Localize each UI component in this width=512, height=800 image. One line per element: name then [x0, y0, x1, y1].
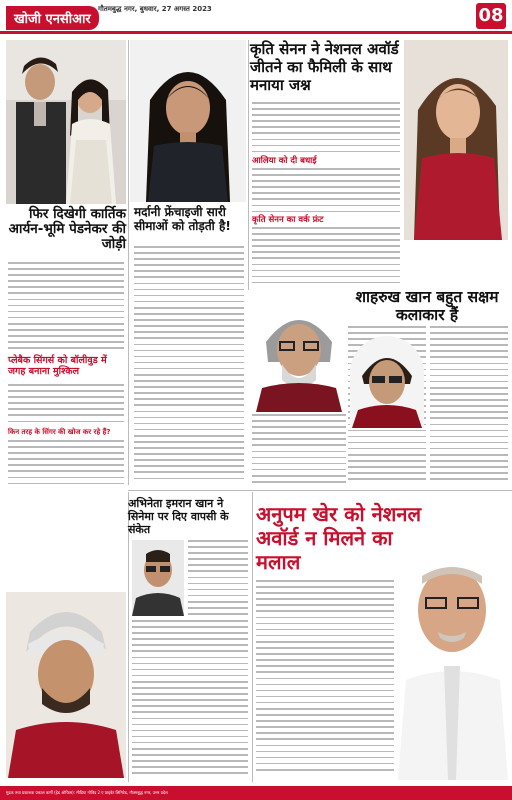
kriti-subheading-alia: आलिया को दी बधाई [252, 156, 317, 166]
shahrukh-body-col1 [252, 414, 346, 486]
column-divider [252, 492, 253, 782]
anupam-headline: अनुपम खेर को नेशनल अवॉर्ड न मिलने का मलाल [256, 502, 422, 574]
anupam-body [256, 580, 394, 780]
masthead [0, 0, 512, 34]
himesh-photo [6, 592, 126, 778]
shahrukh-body-col3 [430, 326, 508, 486]
kartik-article-body [8, 262, 124, 354]
kriti-subheading-work: कृति सेनन का वर्क फ्रंट [252, 215, 324, 225]
playback-headline: प्लेबैक सिंगर्स को बॉलीवुड में जगह बनाना मुश्किल [8, 355, 107, 377]
playback-article-body [8, 384, 124, 426]
kriti-headline: कृति सेनन ने नेशनल अवॉर्ड जीतने का फैमिली के साथ मनाया जश्न [250, 40, 399, 94]
mardani-headline: मर्दानी फ्रेंचाइजी सारी सीमाओं को तोड़ती है! [134, 205, 231, 234]
kartik-bhumi-photo [6, 40, 126, 204]
page-footer: मुद्रक तथा प्रकाशक प्रकाश कर्णी (हेड ऑफिस): मीडिया गोविंद 2 ए प्राइवेट लिमिटेड, गौतमबुद्ध नगर, उत्तर प्रदेश [0, 786, 512, 800]
kriti-alia-body [252, 168, 400, 212]
kitna-subheading: किन तरह के सिंगर की खोज कर रहे हैं? [8, 428, 111, 436]
column-divider [128, 40, 129, 485]
kitna-article-body [8, 440, 124, 486]
kriti-work-body [252, 227, 400, 285]
issue-date: गौतमबुद्ध नगर, बुधवार, 27 अगस्त 2023 [98, 5, 212, 13]
amitabh-photo [252, 292, 346, 412]
ashmit-headline: अभिनेता इमरान खान ने सिनेमा पर दिए वापसी के संकेत [128, 497, 229, 537]
ashmit-photo [132, 540, 184, 616]
section-label: खोजी एनसीआर [6, 6, 99, 30]
mardani-article-body [134, 246, 244, 484]
ashmit-body-right [188, 540, 248, 616]
anupam-photo [398, 540, 508, 780]
kartik-headline: फिर दिखेगी कार्तिक आर्यन-भूमि पेडनेकर की जोड़ी [8, 206, 126, 253]
shahrukh-headline: शाहरुख खान बहुत सक्षम कलाकार हैं [355, 288, 499, 325]
page-number: 08 [476, 3, 506, 29]
ashmit-body [132, 620, 248, 780]
kriti-article-body [252, 102, 400, 152]
shahrukh-photo [350, 336, 424, 428]
row-divider [128, 490, 512, 491]
rani-photo [130, 40, 246, 202]
column-divider [248, 40, 249, 290]
kriti-photo [404, 40, 508, 240]
